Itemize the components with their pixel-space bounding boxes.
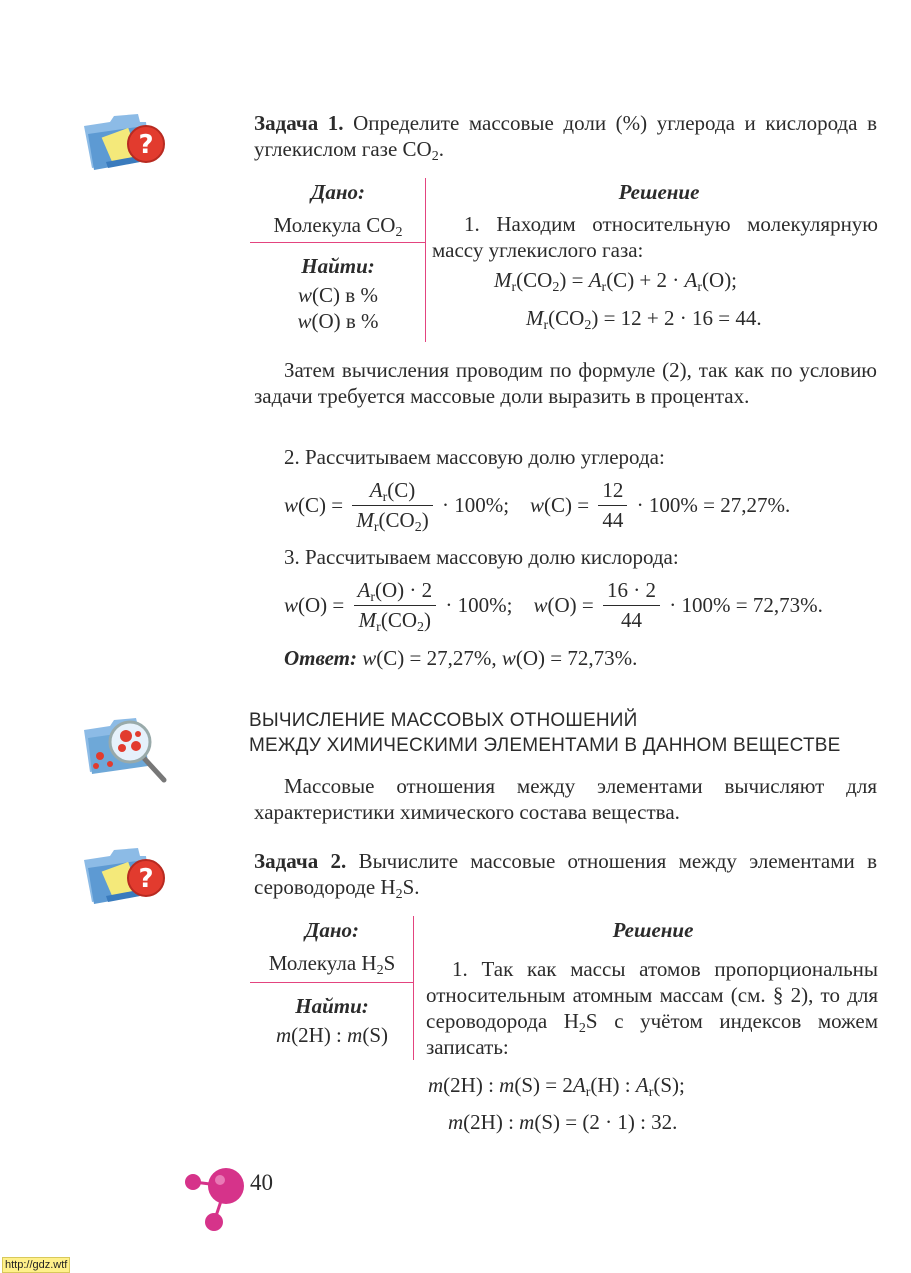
task1-heading: Задача 1. — [254, 111, 344, 135]
task2-formula2: m(2H) : m(S) = (2 · 1) : 32. — [448, 1110, 678, 1134]
svg-text:?: ? — [138, 864, 154, 894]
watermark-link[interactable]: http://gdz.wtf — [2, 1257, 70, 1273]
carbon-result: · 100% = 27,27%. — [636, 493, 791, 517]
magnifier-molecules-icon — [82, 712, 172, 786]
task1-step2: 2. Рассчитываем массовую долю углерода: — [284, 445, 665, 469]
oxygen-result: · 100% = 72,73%. — [669, 593, 823, 617]
task1-paragraph: Затем вычисления проводим по формуле (2), так как по условию задачи требуется массовые доли выразить в процентах. — [254, 358, 877, 408]
task1-step1: 1. Находим относительную молекулярную массу углекислого газа: — [432, 212, 878, 262]
task1-formula1: $M_r(CO_2) = A_r(C) + 2 \cdot A_r(O)$; — [494, 268, 738, 295]
task2-find-item: m(2H) : m(S) — [275, 1023, 388, 1047]
section-title-line2: МЕЖДУ ХИМИЧЕСКИМИ ЭЛЕМЕНТАМИ В ДАННОМ ВЕЩЕСТВЕ — [249, 735, 841, 756]
section-intro: Массовые отношения между элементами вычисляют для характеристики химического состава вещества. — [254, 774, 877, 824]
page-number: 40 — [250, 1170, 273, 1195]
section-title — [249, 708, 841, 758]
task2-divider — [250, 982, 414, 983]
task-question-icon — [80, 112, 170, 174]
oxygen-denominator: 44 — [621, 608, 643, 632]
task2-heading: Задача 2. — [254, 849, 347, 873]
task1-given-table — [250, 178, 426, 342]
task1-divider — [250, 242, 426, 243]
task1-solution-label: Решение — [618, 180, 700, 204]
task1-formula2: $M_r(CO_2) = 12 + 2 \cdot 16 = 44$. — [526, 306, 762, 333]
molecule-decoration-icon — [182, 1162, 252, 1234]
task2-formula1: m(2H) : $m(S) = 2A_r(H)$ : $A_r(S)$; — [428, 1073, 685, 1100]
task1-step3: 3. Рассчитываем массовую долю кислорода: — [284, 545, 679, 569]
task1-find-item: w(O) в % — [297, 309, 379, 333]
oxygen-numerator: 16 · 2 — [603, 578, 660, 606]
task2-vertical-rule — [413, 916, 414, 1060]
task2-given-label: Дано: — [305, 918, 359, 942]
task1-find-label: Найти: — [301, 254, 375, 278]
carbon-numerator: 12 — [598, 478, 627, 506]
task2-solution-label: Решение — [612, 918, 694, 942]
task1-find-item: w(C) в % — [298, 283, 378, 307]
section-title-line1: ВЫЧИСЛЕНИЕ МАССОВЫХ ОТНОШЕНИЙ — [249, 710, 638, 731]
task2-given-value: Молекула $H_2S$ — [268, 951, 396, 978]
task-question-icon — [80, 846, 170, 908]
carbon-denominator: 44 — [602, 508, 624, 532]
task2-step1: 1. Так как массы атомов пропорциональны относительным атомным массам (см. § 2), то для сероводорода $H_2S$ с учётом индексов можем записать: — [426, 957, 878, 1059]
answer-label: Ответ: — [284, 646, 357, 670]
task2-statement: Задача 2. Вычислите массовые отношения между элементами в сероводороде $H_2S$. — [254, 849, 877, 902]
task2-given-table — [250, 916, 414, 1060]
task1-given-label: Дано: — [311, 180, 365, 204]
svg-text:?: ? — [138, 130, 154, 160]
task1-given-value: Молекула $CO_2$ — [273, 213, 403, 240]
task1-statement: Задача 1. Определите массовые доли (%) углерода и кислорода в углекислом газе $CO_2$. — [254, 111, 877, 164]
task1-answer: Ответ: w(C) = 27,27%, w(O) = 72,73%. — [284, 646, 638, 670]
task1-vertical-rule — [425, 178, 426, 342]
formula-oxygen: w(O) = $\frac{A_r(O) \cdot 2}{M_r(CO_2)}$ · 100%; w(O) = $\frac{16 \cdot 2}{44}$ · 100% = 72,73%. — [284, 578, 823, 635]
formula-carbon: w(C) = $\frac{A_r(C)}{M_r(CO_2)}$ · 100%; w(C) = $\frac{12}{44}$ · 100% = 27,27%. — [284, 478, 791, 535]
task2-find-label: Найти: — [295, 994, 369, 1018]
